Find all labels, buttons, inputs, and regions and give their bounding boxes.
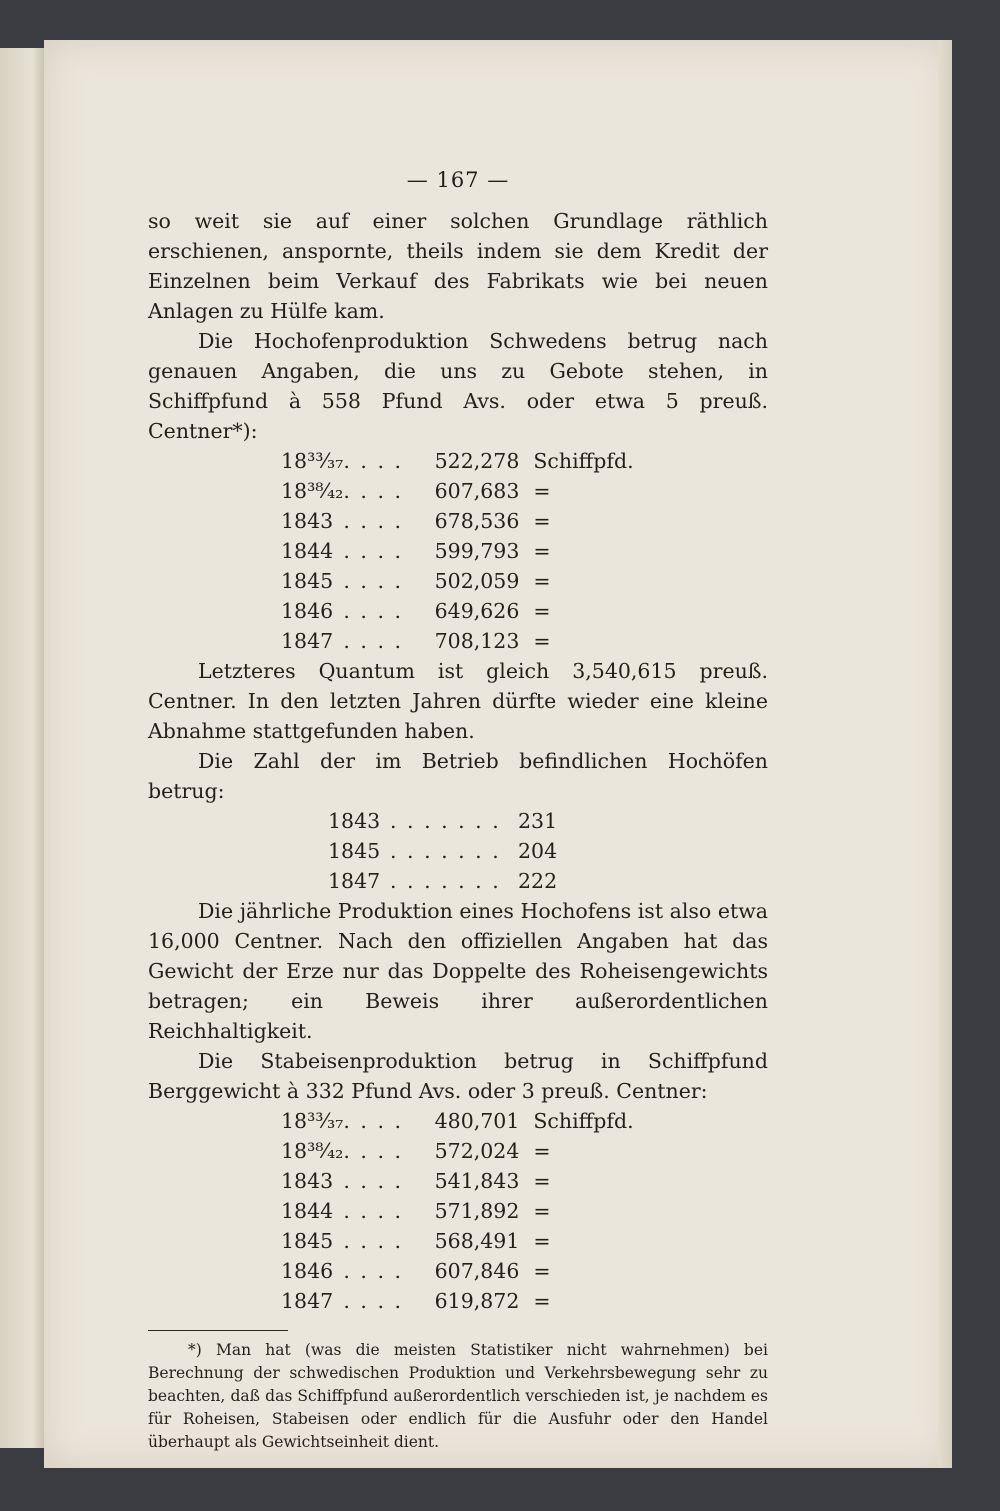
dots-cell: . . . . xyxy=(343,1109,404,1133)
left-page-edge xyxy=(0,48,46,1448)
year-cell: 1845 xyxy=(281,569,334,593)
unit-cell: = xyxy=(533,1169,551,1193)
table-furnace-count xyxy=(328,806,557,896)
year-cell: 1845 xyxy=(328,839,381,863)
table-row xyxy=(281,446,634,476)
paragraph-furnace-count: Die Zahl der im Betrieb befindlichen Hochöfen betrug: xyxy=(148,749,768,803)
table-row xyxy=(281,626,634,656)
year-cell: 1846 xyxy=(281,599,334,623)
unit-cell: = xyxy=(533,539,551,563)
value-cell: 607,683 xyxy=(434,479,520,503)
year-cell: 18³⁸⁄₄₂ xyxy=(281,1139,344,1163)
unit-cell: = xyxy=(533,1289,551,1313)
unit-cell: = xyxy=(533,629,551,653)
paragraph-quantum: Letzteres Quantum ist gleich 3,540,615 preuß. Centner. In den letzten Jahren dürfte wieder eine kleine Abnahme stattgefunden haben. xyxy=(148,659,768,743)
dots-cell: . . . . xyxy=(343,1199,404,1223)
table-row xyxy=(281,1166,634,1196)
dots-cell: . . . . xyxy=(343,539,404,563)
dots-cell: . . . . xyxy=(343,629,404,653)
year-cell: 1847 xyxy=(281,629,334,653)
year-cell: 1845 xyxy=(281,1229,334,1253)
table-row xyxy=(328,806,557,836)
year-cell: 18³³⁄₃₇ xyxy=(281,449,344,473)
paragraph-continuation: so weit sie auf einer solchen Grundlage räthlich erschienen, anspornte, theils indem sie dem Kredit der Einzelnen beim Verkauf des Fabrikats wie bei neuen Anlagen zu Hülfe kam. xyxy=(148,209,768,323)
dots-cell: . . . . xyxy=(343,509,404,533)
unit-cell: = xyxy=(533,599,551,623)
table-row xyxy=(281,1256,634,1286)
year-cell: 1843 xyxy=(328,809,381,833)
table-row xyxy=(281,1196,634,1226)
page-edge xyxy=(938,40,952,1468)
dots-cell: . . . . xyxy=(343,479,404,503)
dots-cell: . . . . . . . xyxy=(390,809,501,833)
dots-cell: . . . . xyxy=(343,1259,404,1283)
table-row xyxy=(281,596,634,626)
paragraph-blast-furnace-production: Die Hochofenproduktion Schwedens betrug nach genauen Angaben, die uns zu Gebote stehen, in Schiffpfund à 558 Pfund Avs. oder etwa 5 preuß. Centner*): xyxy=(148,329,768,443)
table-row xyxy=(328,836,557,866)
table-row xyxy=(281,1286,634,1316)
page-content xyxy=(148,168,768,1454)
year-cell: 18³⁸⁄₄₂ xyxy=(281,479,344,503)
unit-cell: Schiffpfd. xyxy=(533,1109,634,1133)
value-cell: 619,872 xyxy=(434,1289,520,1313)
table-row xyxy=(281,506,634,536)
value-cell: 222 xyxy=(518,869,558,893)
table-row xyxy=(281,1136,634,1166)
value-cell: 607,846 xyxy=(434,1259,520,1283)
value-cell: 568,491 xyxy=(434,1229,520,1253)
year-cell: 1846 xyxy=(281,1259,334,1283)
dots-cell: . . . . . . . xyxy=(390,869,501,893)
unit-cell: = xyxy=(533,509,551,533)
footnote-divider xyxy=(148,1330,288,1331)
value-cell: 502,059 xyxy=(434,569,520,593)
value-cell: 572,024 xyxy=(434,1139,520,1163)
paragraph-bar-iron-production: Die Stabeisenproduktion betrug in Schiffpfund Berggewicht à 332 Pfund Avs. oder 3 preuß. Centner: xyxy=(148,1049,768,1103)
table-pig-iron-production xyxy=(281,446,634,656)
year-cell: 1844 xyxy=(281,539,334,563)
unit-cell: = xyxy=(533,1199,551,1223)
table-row xyxy=(281,536,634,566)
table-row xyxy=(281,566,634,596)
value-cell: 522,278 xyxy=(434,449,520,473)
year-cell: 18³³⁄₃₇ xyxy=(281,1109,344,1133)
value-cell: 541,843 xyxy=(434,1169,520,1193)
value-cell: 480,701 xyxy=(434,1109,520,1133)
dots-cell: . . . . xyxy=(343,1229,404,1253)
footnote-text: *) Man hat (was die meisten Statistiker nicht wahrnehmen) bei Berechnung der schwedischen Produktion und Verkehrsbewegung sehr zu beachten, daß das Schiffpfund außerordentlich verschieden ist, je nachdem es für Roheisen, Stabeisen oder endlich für die Ausfuhr oder den Handel überhaupt als Gewichtseinheit dient. xyxy=(148,1341,768,1451)
value-cell: 708,123 xyxy=(434,629,520,653)
dots-cell: . . . . xyxy=(343,1139,404,1163)
dots-cell: . . . . xyxy=(343,449,404,473)
dots-cell: . . . . xyxy=(343,1289,404,1313)
value-cell: 678,536 xyxy=(434,509,520,533)
unit-cell: Schiffpfd. xyxy=(533,449,634,473)
value-cell: 649,626 xyxy=(434,599,520,623)
table-row xyxy=(281,1226,634,1256)
dots-cell: . . . . xyxy=(343,1169,404,1193)
value-cell: 204 xyxy=(518,839,558,863)
value-cell: 231 xyxy=(518,809,558,833)
year-cell: 1843 xyxy=(281,509,334,533)
paragraph-annual-production: Die jährliche Produktion eines Hochofens ist also etwa 16,000 Centner. Nach den offiziellen Angaben hat das Gewicht der Erze nur das Doppelte des Roheisengewichts betragen; ein Beweis ihrer außerordentlichen Reichhaltigkeit. xyxy=(148,899,768,1043)
unit-cell: = xyxy=(533,1259,551,1283)
footnote xyxy=(148,1339,768,1454)
dots-cell: . . . . xyxy=(343,569,404,593)
year-cell: 1843 xyxy=(281,1169,334,1193)
unit-cell: = xyxy=(533,1229,551,1253)
page-number: — 167 — xyxy=(406,168,510,192)
unit-cell: = xyxy=(533,479,551,503)
table-row xyxy=(281,1106,634,1136)
table-bar-iron-production xyxy=(281,1106,634,1316)
table-row xyxy=(281,476,634,506)
year-cell: 1844 xyxy=(281,1199,334,1223)
year-cell: 1847 xyxy=(328,869,381,893)
unit-cell: = xyxy=(533,1139,551,1163)
value-cell: 599,793 xyxy=(434,539,520,563)
table-row xyxy=(328,866,557,896)
value-cell: 571,892 xyxy=(434,1199,520,1223)
year-cell: 1847 xyxy=(281,1289,334,1313)
dots-cell: . . . . xyxy=(343,599,404,623)
unit-cell: = xyxy=(533,569,551,593)
dots-cell: . . . . . . . xyxy=(390,839,501,863)
